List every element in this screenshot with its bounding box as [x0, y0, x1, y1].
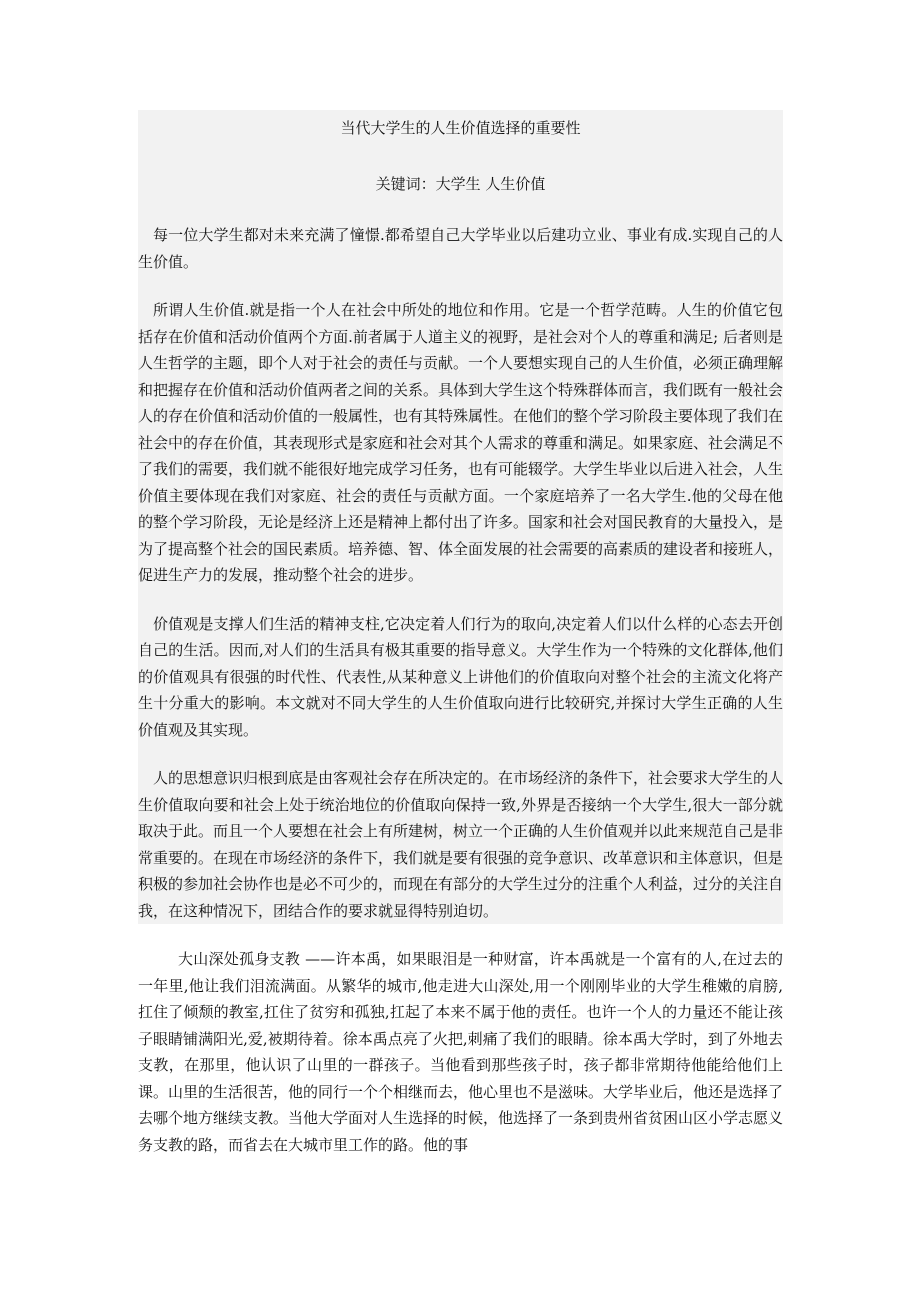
paragraph-4: 人的思想意识归根到底是由客观社会存在所决定的。在市场经济的条件下，社会要求大学生的人生价值取向要和社会上处于统治地位的价值取向保持一致,外界是否接纳一个大学生,很大一部分就取决于此。而且一个人要想在社会上有所建树，树立一个正确的人生价值观并以此来规范自己是非常重要的。在现在市场经济的条件下，我们就是要有很强的竞争意识、改革意识和主体意识，但是积极的参加社会协作也是必不可少的，而现在有部分的大学生过分的注重个人利益，过分的关注自我，在这种情况下，团结合作的要求就显得特别迫切。 [138, 769, 784, 920]
document-shaded-area [138, 110, 783, 924]
paragraph-3: 价值观是支撑人们生活的精神支柱,它决定着人们行为的取向,决定着人们以什么样的心态去开创自己的生活。因而,对人们的生活具有极其重要的指导意义。大学生作为一个特殊的文化群体,他们的价值观具有很强的时代性、代表性,从某种意义上讲他们的价值取向对整个社会的主流文化将产生十分重大的影响。本文就对不同大学生的人生价值取向进行比较研究,并探讨大学生正确的人生价值观及其实现。 [138, 614, 783, 739]
document-title: 当代大学生的人生价值选择的重要性 [340, 119, 581, 137]
paragraph-2: 所谓人生价值.就是指一个人在社会中所处的地位和作用。它是一个哲学范畴。人生的价值它包括存在价值和活动价值两个方面.前者属于人道主义的视野，是社会对个人的尊重和满足; 后者则是人生哲学的主题，即个人对于社会的责任与贡献。一个人要想实现自己的人生价值，必须正确理解和把握存在价值和活动价值两者之间的关系。具体到大学生这个特殊群体而言，我们既有一般社会人的存在价值和活动价值的一般属性，也有其特殊属性。在他们的整个学习阶段主要体现了我们在社会中的存在价值，其表现形式是家庭和社会对其个人需求的尊重和满足。如果家庭、社会满足不了我们的需要，我们就不能很好地完成学习任务，也有可能辍学。大学生毕业以后进入社会，人生价值主要体现在我们对家庭、社会的责任与贡献方面。一个家庭培养了一名大学生.他的父母在他的整个学习阶段，无论是经济上还是精神上都付出了许多。国家和社会对国民教育的大量投入，是为了提高整个社会的国民素质。培养德、智、体全面发展的社会需要的高素质的建设者和接班人，促进生产力的发展，推动整个社会的进步。 [138, 301, 784, 584]
paragraph-5: 大山深处孤身支教 ——许本禹，如果眼泪是一种财富，许本禹就是一个富有的人,在过去的一年里,他让我们泪流满面。从繁华的城市,他走进大山深处,用一个刚刚毕业的大学生稚嫩的肩膀,扛住了倾颓的教室,扛住了贫穷和孤独,扛起了本来不属于他的责任。也许一个人的力量还不能让孩子眼睛铺满阳光,爱,被期待着。徐本禹点亮了火把,刺痛了我们的眼睛。徐本禹大学时，到了外地去支教，在那里，他认识了山里的一群孩子。当他看到那些孩子时，孩子都非常期待他能给他们上课。山里的生活很苦，他的同行一个个相继而去，他心里也不是滋味。大学毕业后，他还是选择了去哪个地方继续支教。当他大学面对人生选择的时候，他选择了一条到贵州省贫困山区小学志愿义务支教的路，而省去在大城市里工作的路。他的事 [138, 950, 784, 1154]
document-page [138, 110, 783, 1158]
paragraph-1: 每一位大学生都对未来充满了憧憬.都希望自己大学毕业以后建功立业、事业有成.实现自己的人生价值。 [138, 226, 783, 271]
document-keywords: 关键词：大学生 人生价值 [375, 175, 546, 193]
